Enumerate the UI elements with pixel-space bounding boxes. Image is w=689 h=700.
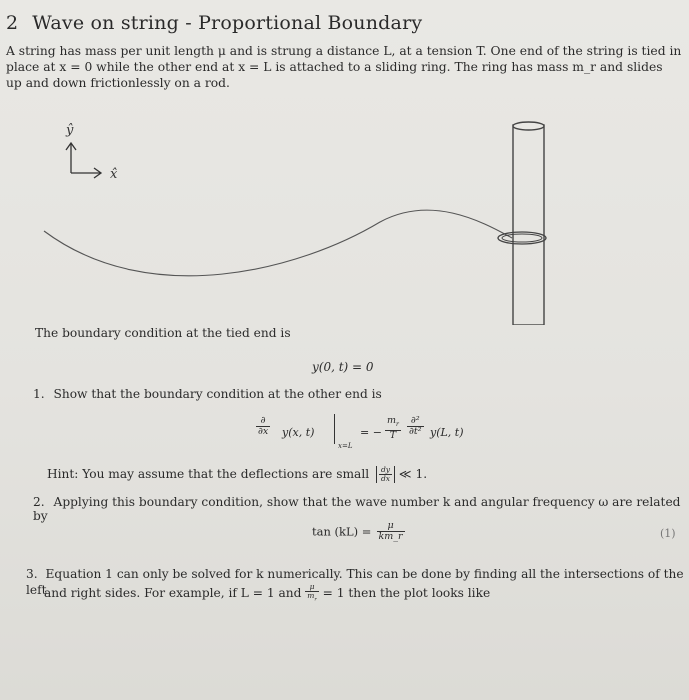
item-3-line-1: Equation 1 can only be solved for k numerically. This can be done by finding all the intersections of the left — [26, 567, 684, 597]
section-number: 2 — [6, 12, 19, 34]
item-3-line-2 — [44, 583, 490, 604]
tied-end-text: The boundary condition at the tied end is — [35, 326, 291, 340]
item-3-line-2-post: = 1 then the plot looks like — [322, 585, 491, 600]
eq-mr-over-t: $\frac{m_r}{T}$ — [387, 415, 399, 441]
mu-over-mr-fraction: $\frac{\mu}{m_r}$ — [307, 582, 317, 603]
item-1-text: Show that the boundary condition at the other end is — [53, 387, 382, 401]
string-figure — [0, 110, 689, 325]
hint-abs-derivative: $\frac{dy}{dx}$ — [376, 466, 395, 483]
section-title-text: Wave on string - Proportional Boundary — [32, 12, 423, 34]
intro-paragraph: A string has mass per unit length μ and is strung a distance L, at a tension T. One end of the string is tied in place at x = 0 while the other end at x = L is attached to a sliding ring. The ring has mass m_r and slides up and down frictionlessly on a rod. — [6, 44, 682, 90]
item-2 — [33, 495, 683, 523]
x-axis-label: x̂ — [110, 167, 118, 182]
item-1 — [33, 387, 382, 401]
item-3-number: 3. — [26, 567, 38, 581]
item-2-number: 2. — [33, 495, 45, 509]
eq-equals: = − — [360, 426, 382, 439]
y-axis-label: ŷ — [66, 123, 74, 138]
eq-tan-lhs: tan (kL) = — [312, 524, 372, 539]
hint — [47, 466, 427, 483]
item-3-line-2-pre: and right sides. For example, if L = 1 and — [44, 585, 302, 600]
eq-boundary — [256, 414, 506, 454]
eq-partial-t2: ∂² ∂t² — [409, 415, 422, 437]
eq-lhs-func: y(x, t) — [282, 426, 315, 439]
rod — [513, 125, 544, 325]
sliding-ring-inner — [502, 234, 542, 242]
eq-rhs-func: y(L, t) — [430, 426, 464, 439]
eq-mu-over-kmr: $\frac{\mu}{km\_r}$ — [378, 520, 403, 542]
rod-top — [513, 122, 544, 130]
section-title — [6, 12, 422, 34]
item-2-text: Applying this boundary condition, show that the wave number k and angular frequency ω are related by — [33, 495, 681, 523]
hint-text: Hint: You may assume that the deflections are small — [47, 467, 370, 481]
item-1-number: 1. — [33, 387, 45, 401]
eq-number: (1) — [660, 527, 676, 540]
eq-tied-end: y(0, t) = 0 — [312, 360, 374, 374]
string-curve — [44, 210, 512, 276]
eq-eval: x=L — [338, 442, 353, 450]
eq-eval-bar — [334, 414, 335, 444]
hint-bound: ≪ 1. — [398, 467, 428, 481]
eq-dispersion — [312, 521, 405, 542]
eq-partial-x: ∂ ∂x — [258, 415, 269, 437]
